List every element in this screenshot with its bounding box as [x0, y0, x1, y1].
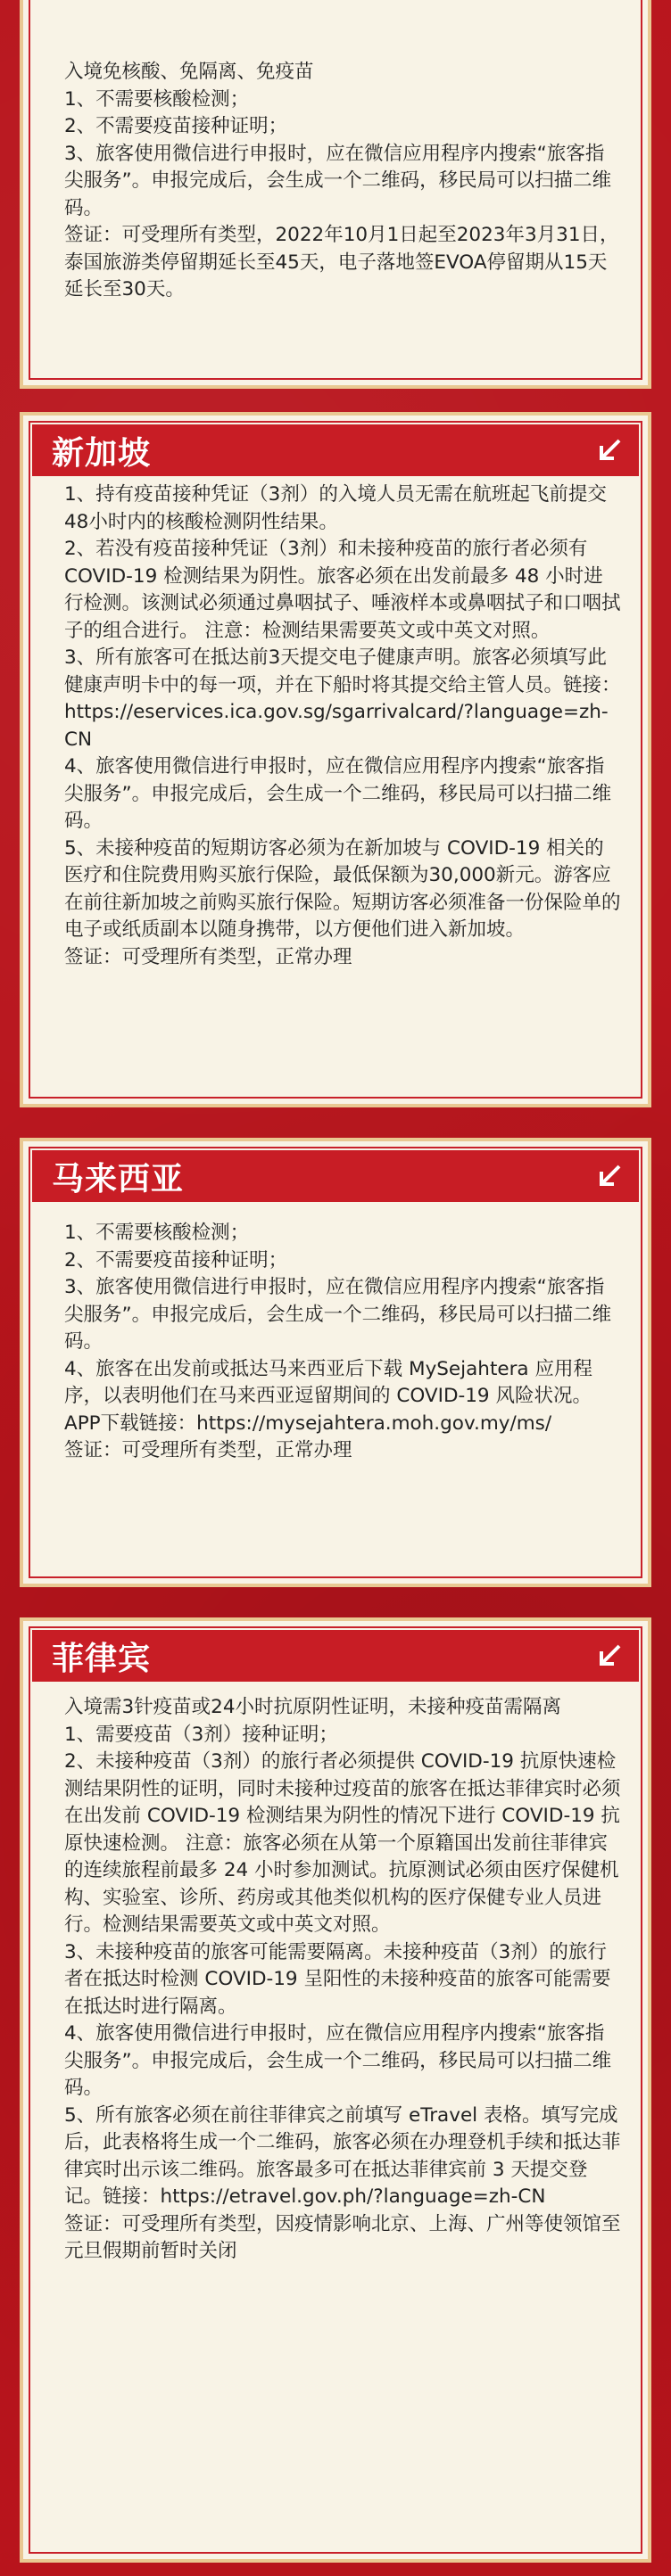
arrow-down-left-icon	[594, 435, 625, 465]
body-line: 1、需要疫苗（3剂）接种证明；	[64, 1723, 338, 1746]
body-line: 入境需3针疫苗或24小时抗原阴性证明，未接种疫苗需隔离	[64, 1696, 562, 1718]
section-header	[32, 424, 639, 476]
section-card-thailand	[20, 0, 651, 389]
section-body	[64, 481, 621, 971]
body-line: 2、未接种疫苗（3剂）的旅行者必须提供 COVID-19 抗原快速检测结果阴性的证明，同时未接种过疫苗的旅客在抵达菲律宾时必须在出发前 COVID-19 检测结果为阴性的情况下进行 COVID-19 抗原快速检测。 注意：旅客必须在从第一个原籍国出发前往菲律宾的连续旅程前最多 24 小时参加测试。抗原测试必须由医疗保健机构、实验室、诊所、药房或其他类似机构的医疗保健专业人员进行。检测结果需要英文或中英文对照。	[64, 1750, 621, 1936]
arrow-down-left-icon	[594, 1641, 625, 1671]
section-title: 新加坡	[52, 434, 152, 472]
body-line: 签证：可受理所有类型，2022年10月1日起至2023年3月31日，泰国旅游类停留期延长至45天，电子落地签EVOA停留期从15天延长至30天。	[64, 224, 619, 300]
body-line: 签证：可受理所有类型，正常办理	[64, 1439, 352, 1461]
section-header	[32, 1150, 639, 1202]
body-line: 签证：可受理所有类型，因疫情影响北京、上海、广州等使领馆至元旦假期前暂时关闭	[64, 2212, 621, 2262]
body-line: 1、不需要核酸检测；	[64, 87, 250, 111]
section-body	[64, 59, 621, 304]
section-card-philippines	[20, 1617, 651, 2563]
body-line: 入境免核酸、免隔离、免疫苗	[64, 61, 314, 83]
body-line: 2、不需要疫苗接种证明；	[64, 1248, 288, 1272]
body-line: 3、旅客使用微信进行申报时，应在微信应用程序内搜索“旅客指尖服务”。申报完成后，会生成一个二维码，移民局可以扫描二维码。	[64, 142, 612, 219]
section-card-singapore	[20, 412, 651, 1107]
section-body	[64, 1694, 621, 2266]
body-line: 5、未接种疫苗的短期访客必须为在新加坡与 COVID-19 相关的医疗和住院费用购买旅行保险，最低保额为30,000新元。游客应在前往新加坡之前购买旅行保险。短期访客必须准备一份保险单的电子或纸质副本以随身携带，以方便他们进入新加坡。	[64, 836, 621, 941]
arrow-down-left-icon	[594, 1161, 625, 1191]
section-card-malaysia	[20, 1138, 651, 1587]
section-body	[64, 1220, 621, 1465]
body-line: 1、持有疫苗接种凭证（3剂）的入境人员无需在航班起飞前提交48小时内的核酸检测阴性结果。	[64, 483, 607, 533]
body-line: 4、旅客使用微信进行申报时，应在微信应用程序内搜索“旅客指尖服务”。申报完成后，会生成一个二维码，移民局可以扫描二维码。	[64, 2022, 612, 2099]
body-line: 签证：可受理所有类型，正常办理	[64, 945, 352, 968]
body-line: 2、若没有疫苗接种凭证（3剂）和未接种疫苗的旅行者必须有 COVID-19 检测结果为阴性。旅客必须在出发前最多 48 小时进行检测。该测试必须通过鼻咽拭子、唾液样本或鼻咽拭子和口咽拭子的组合进行。 注意：检测结果需要英文或中英文对照。	[64, 538, 621, 642]
body-line: 2、不需要疫苗接种证明；	[64, 115, 288, 137]
section-title: 菲律宾	[52, 1640, 152, 1677]
body-line: 3、未接种疫苗的旅客可能需要隔离。未接种疫苗（3剂）的旅行者在抵达时检测 COVID-19 呈阳性的未接种疫苗的旅客可能需要在抵达时进行隔离。	[64, 1940, 611, 2018]
section-title: 马来西亚	[52, 1160, 185, 1197]
body-line: 3、所有旅客可在抵达前3天提交电子健康声明。旅客必须填写此健康声明卡中的每一项，并在下船时将其提交给主管人员。链接：https://eservices.ica.gov.sg/sgarrivalcard/?language=zh-CN	[64, 646, 621, 751]
body-line: 1、不需要核酸检测；	[64, 1222, 250, 1244]
body-line: 3、旅客使用微信进行申报时，应在微信应用程序内搜索“旅客指尖服务”。申报完成后，会生成一个二维码，移民局可以扫描二维码。	[64, 1276, 612, 1353]
body-line: 4、旅客在出发前或抵达马来西亚后下载 MySejahtera 应用程序，以表明他们在马来西亚逗留期间的 COVID-19 风险状况。APP下载链接：https://mysejahtera.moh.gov.my/ms/	[64, 1357, 592, 1435]
body-line: 4、旅客使用微信进行申报时，应在微信应用程序内搜索“旅客指尖服务”。申报完成后，会生成一个二维码，移民局可以扫描二维码。	[64, 755, 612, 832]
body-line: 5、所有旅客必须在前往菲律宾之前填写 eTravel 表格。填写完成后，此表格将生成一个二维码，旅客必须在办理登机手续和抵达菲律宾时出示该二维码。旅客最多可在抵达菲律宾前 3 天提交登记。链接：https://etravel.gov.ph/?language=zh-CN	[64, 2103, 621, 2208]
section-header	[32, 1630, 639, 1682]
